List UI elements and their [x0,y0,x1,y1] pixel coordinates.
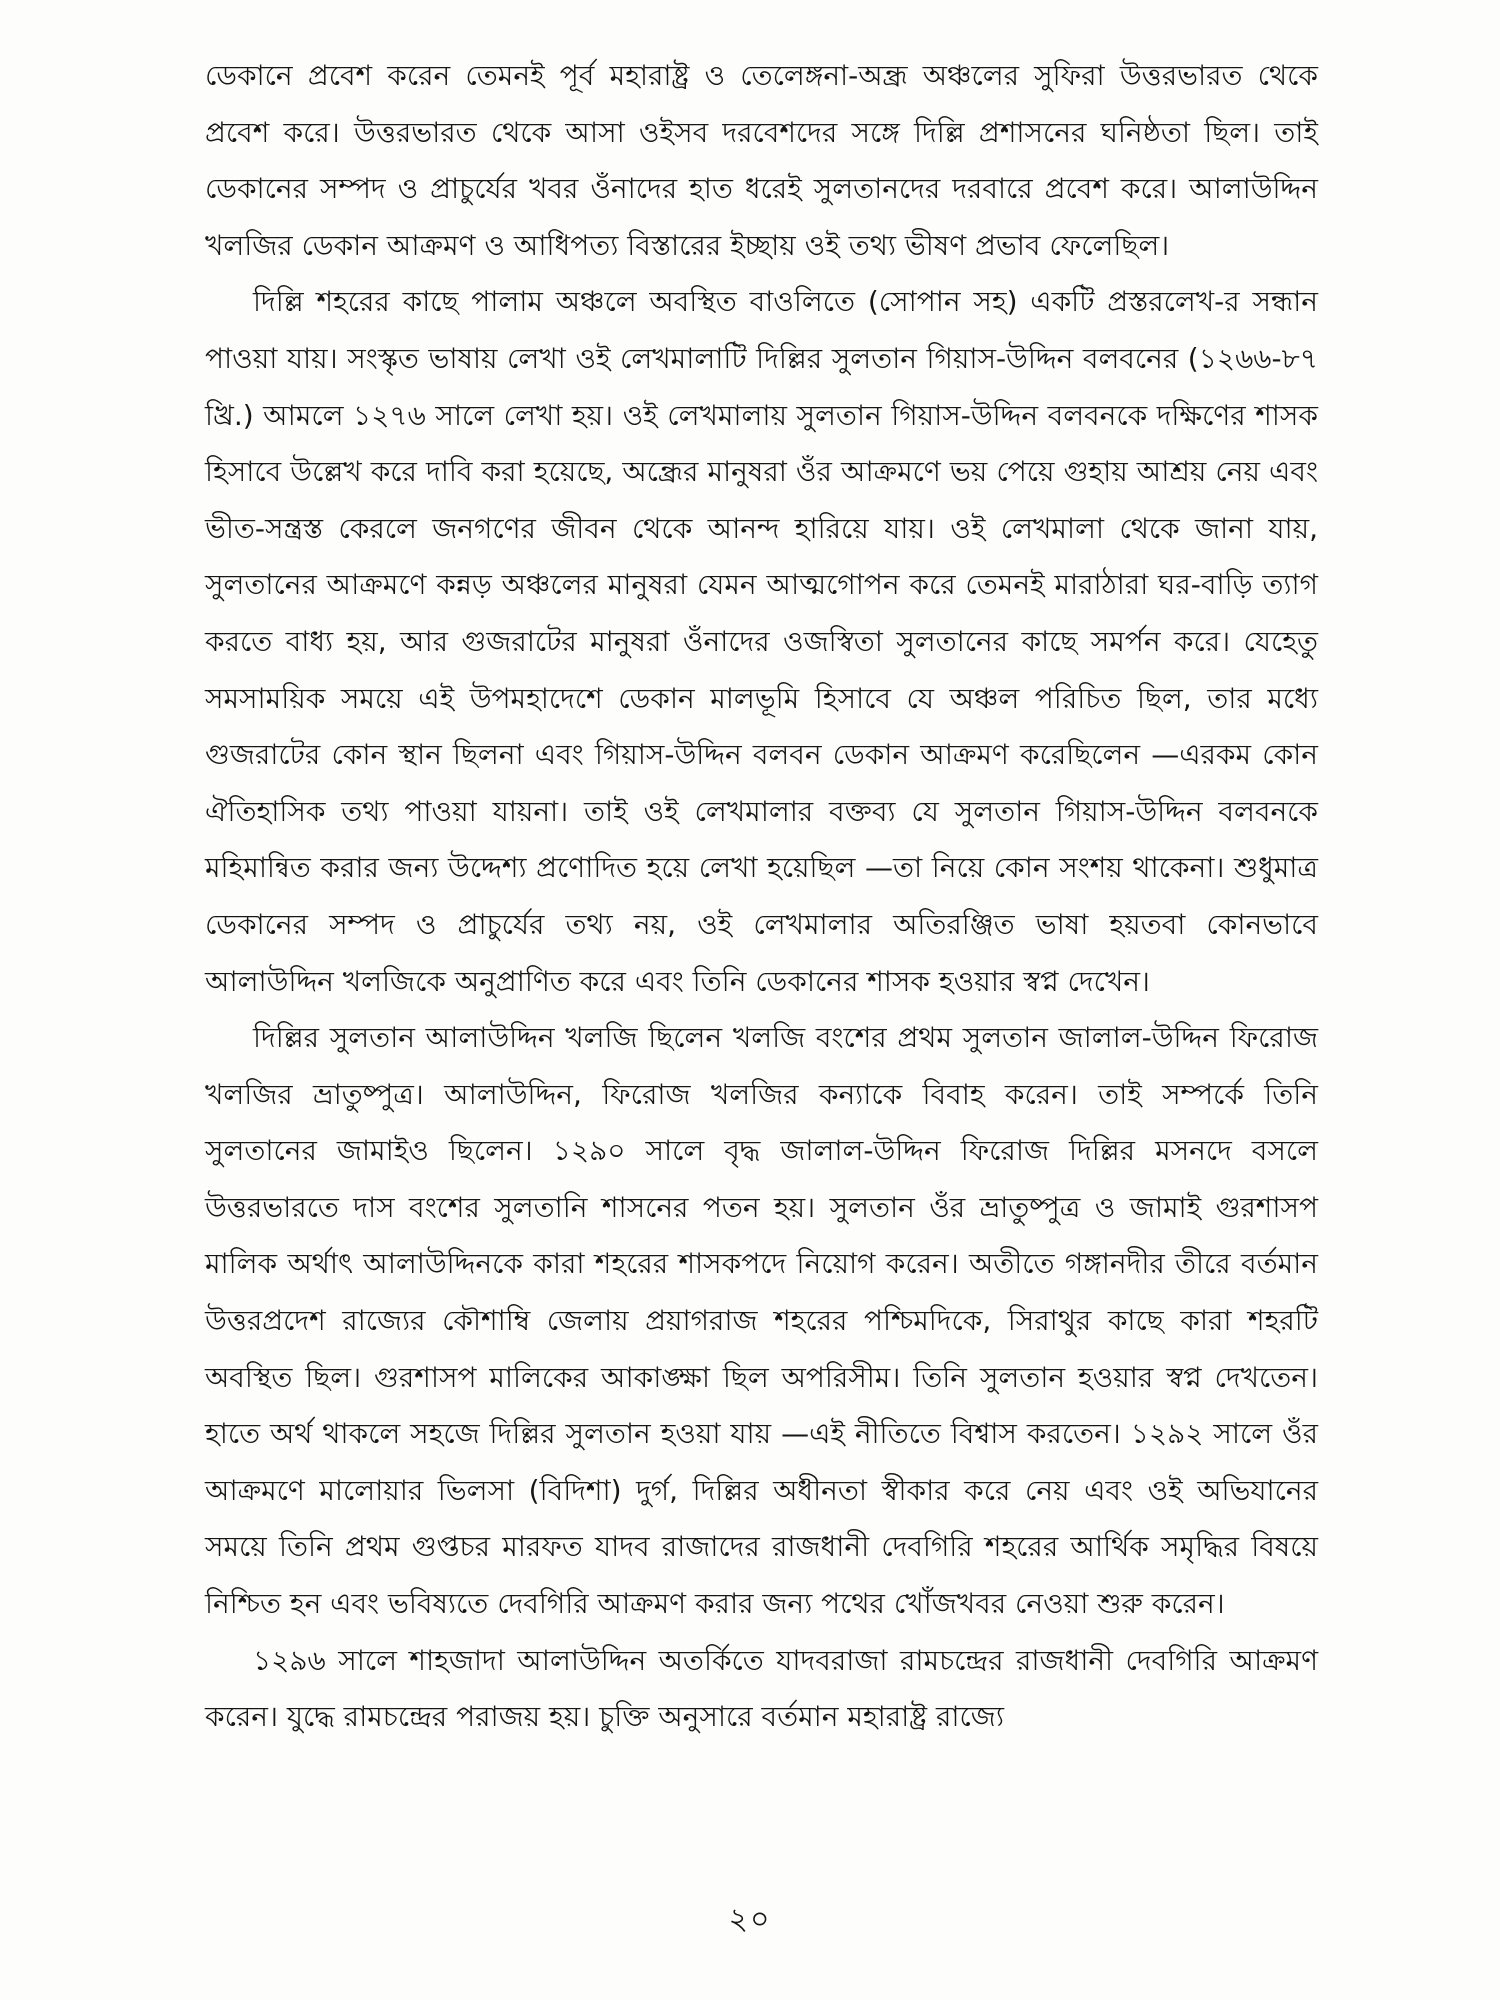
paragraph-continued: ডেকানে প্রবেশ করেন তেমনই পূর্ব মহারাষ্ট্র ও তেলেঙ্গনা-অন্ধ্র অঞ্চলের সুফিরা উত্তরভারত থেকে প্রবেশ করে। উত্তরভারত থেকে আসা ওইসব দরবেশদের সঙ্গে দিল্লি প্রশাসনের ঘনিষ্ঠতা ছিল। তাই ডেকানের সম্পদ ও প্রাচুর্যের খবর ওঁনাদের হাত ধরেই সুলতানদের দরবারে প্রবেশ করে। আলাউদ্দিন খলজির ডেকান আক্রমণ ও আধিপত্য বিস্তারের ইচ্ছায় ওই তথ্য ভীষণ প্রভাব ফেলেছিল। [205,59,1318,262]
paragraph-alauddin-khalji: দিল্লির সুলতান আলাউদ্দিন খলজি ছিলেন খলজি বংশের প্রথম সুলতান জালাল-উদ্দিন ফিরোজ খলজির ভ্রাতুষ্পুত্র। আলাউদ্দিন, ফিরোজ খলজির কন্যাকে বিবাহ করেন। তাই সম্পর্কে তিনি সুলতানের জামাইও ছিলেন। ১২৯০ সালে বৃদ্ধ জালাল-উদ্দিন ফিরোজ দিল্লির মসনদে বসলে উত্তরভারতে দাস বংশের সুলতানি শাসনের পতন হয়। সুলতান ওঁর ভ্রাতুষ্পুত্র ও জামাই গুরশাসপ মালিক অর্থাৎ আলাউদ্দিনকে কারা শহরের শাসকপদে নিয়োগ করেন। অতীতে গঙ্গানদীর তীরে বর্তমান উত্তরপ্রদেশ রাজ্যের কৌশাম্বি জেলায় প্রয়াগরাজ শহরের পশ্চিমদিকে, সিরাথুর কাছে কারা শহরটি অবস্থিত ছিল। গুরশাসপ মালিকের আকাঙ্ক্ষা ছিল অপরিসীম। তিনি সুলতান হওয়ার স্বপ্ন দেখতেন। হাতে অর্থ থাকলে সহজে দিল্লির সুলতান হওয়া যায় —এই নীতিতে বিশ্বাস করতেন। ১২৯২ সালে ওঁর আক্রমণে মালোয়ার ভিলসা (বিদিশা) দুর্গ, দিল্লির অধীনতা স্বীকার করে নেয় এবং ওই অভিযানের সময়ে তিনি প্রথম গুপ্তচর মারফত যাদব রাজাদের রাজধানী দেবগিরি শহরের আর্থিক সমৃদ্ধির বিষয়ে নিশ্চিত হন এবং ভবিষ্যতে দেবগিরি আক্রমণ করার জন্য পথের খোঁজখবর নেওয়া শুরু করেন। [205,1021,1318,1621]
paragraph-devagiri-attack: ১২৯৬ সালে শাহজাদা আলাউদ্দিন অতর্কিতে যাদবরাজা রামচন্দ্রের রাজধানী দেবগিরি আক্রমণ করেন। যুদ্ধে রামচন্দ্রের পরাজয় হয়। চুক্তি অনুসারে বর্তমান মহারাষ্ট্র রাজ্যে [205,1643,1318,1734]
page-number: ২০ [728,1902,772,1937]
paragraph-palam-inscription: দিল্লি শহরের কাছে পালাম অঞ্চলে অবস্থিত বাওলিতে (সোপান সহ) একটি প্রস্তরলেখ-র সন্ধান পাওয়া যায়। সংস্কৃত ভাষায় লেখা ওই লেখমালাটি দিল্লির সুলতান গিয়াস-উদ্দিন বলবনের (১২৬৬-৮৭ খ্রি.) আমলে ১২৭৬ সালে লেখা হয়। ওই লেখমালায় সুলতান গিয়াস-উদ্দিন বলবনকে দক্ষিণের শাসক হিসাবে উল্লেখ করে দাবি করা হয়েছে, অন্ধ্রের মানুষরা ওঁর আক্রমণে ভয় পেয়ে গুহায় আশ্রয় নেয় এবং ভীত-সন্ত্রস্ত কেরলে জনগণের জীবন থেকে আনন্দ হারিয়ে যায়। ওই লেখমালা থেকে জানা যায়, সুলতানের আক্রমণে কন্নড় অঞ্চলের মানুষরা যেমন আত্মগোপন করে তেমনই মারাঠারা ঘর-বাড়ি ত্যাগ করতে বাধ্য হয়, আর গুজরাটের মানুষরা ওঁনাদের ওজস্বিতা সুলতানের কাছে সমর্পন করে। যেহেতু সমসাময়িক সময়ে এই উপমহাদেশে ডেকান মালভূমি হিসাবে যে অঞ্চল পরিচিত ছিল, তার মধ্যে গুজরাটের কোন স্থান ছিলনা এবং গিয়াস-উদ্দিন বলবন ডেকান আক্রমণ করেছিলেন —এরকম কোন ঐতিহাসিক তথ্য পাওয়া যায়না। তাই ওই লেখমালার বক্তব্য যে সুলতান গিয়াস-উদ্দিন বলবনকে মহিমান্বিত করার জন্য উদ্দেশ্য প্রণোদিত হয়ে লেখা হয়েছিল —তা নিয়ে কোন সংশয় থাকেনা। শুধুমাত্র ডেকানের সম্পদ ও প্রাচুর্যের তথ্য নয়, ওই লেখমালার অতিরঞ্জিত ভাষা হয়তবা কোনভাবে আলাউদ্দিন খলজিকে অনুপ্রাণিত করে এবং তিনি ডেকানের শাসক হওয়ার স্বপ্ন দেখেন। [205,285,1318,998]
page-body-text [205,48,1318,1746]
